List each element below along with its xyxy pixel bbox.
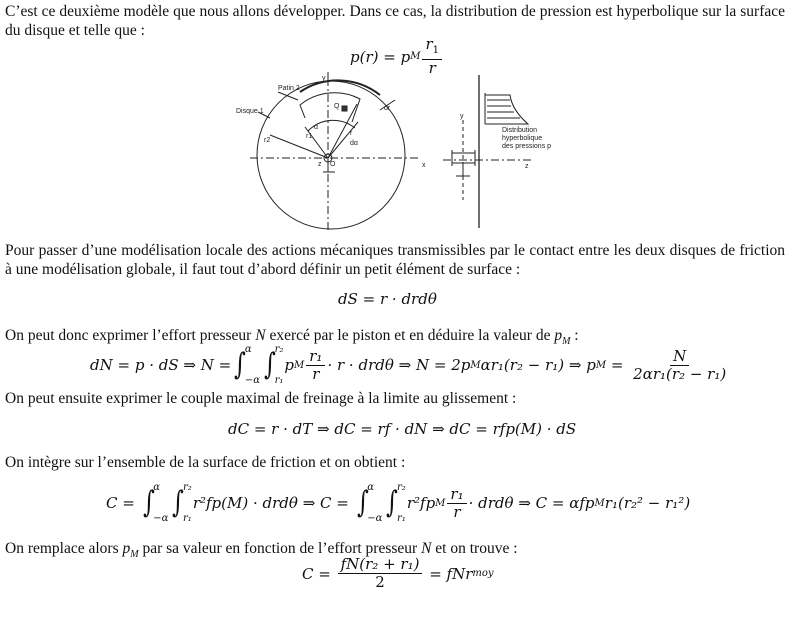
eq-limit: α	[367, 482, 375, 493]
eq-limit: −α	[244, 375, 260, 386]
eq-limit: r₁	[397, 513, 406, 524]
eq-limit: −α	[367, 513, 383, 524]
eq-limit: r₁	[183, 513, 192, 524]
eq-limit: r₂	[274, 344, 284, 355]
label-dalpha: dα	[350, 140, 358, 147]
text: M	[130, 549, 139, 561]
eq-sub: M	[470, 359, 481, 371]
paragraph-modelisation: Pour passer d’une modélisation locale des actions mécaniques transmissibles par le contact entre les deux disques de friction à une modélisation globale, il faut tout d’abord définir un petit élément de surface :	[5, 242, 785, 278]
eq-text: C =	[302, 564, 336, 583]
eq-limit: r₂	[183, 482, 192, 493]
eq-text: · drdθ ⇒ C = αfp	[468, 494, 595, 512]
eq-text: r	[312, 364, 320, 383]
integral: ∫ r₂ r₁	[386, 482, 406, 524]
eq-text: p(r) = p	[350, 47, 411, 66]
label-dist1: Distribution	[502, 127, 538, 134]
text: par sa valeur en fonction de l’effort presseur	[138, 540, 422, 557]
equation-dn	[90, 344, 731, 386]
eq-text: r₁	[447, 486, 466, 504]
label-patin: Patin 2	[278, 85, 300, 92]
text: On remplace alors	[5, 540, 123, 557]
equation-final	[302, 556, 494, 591]
integral: ∫ α −α	[234, 344, 260, 386]
eq-text: r²fp(M) · drdθ ⇒ C =	[192, 494, 354, 512]
eq-text: r	[453, 502, 461, 521]
integral: ∫ α −α	[356, 482, 383, 524]
eq-text: fN(r₂ + r₁)	[338, 556, 423, 574]
text: M	[562, 336, 571, 348]
eq-sub: M	[435, 497, 446, 509]
paragraph-intro: C’est ce deuxième modèle que nous allons développer. Dans ce cas, la distribution de pression est hyperbolique sur la surface du disque et telle que :	[5, 3, 785, 39]
eq-sub: M	[410, 51, 421, 62]
label-alpha: α	[314, 124, 319, 131]
eq-text: 2αr₁(r₂ − r₁)	[633, 364, 727, 383]
eq-text: 2	[375, 573, 385, 591]
eq-sub: M	[595, 359, 607, 371]
eq-sub: 1	[432, 45, 439, 56]
text: N	[421, 540, 432, 557]
text: :	[570, 327, 579, 344]
eq-text: C =	[106, 494, 140, 512]
label-r2: r2	[264, 137, 271, 144]
integral: ∫ r₂ r₁	[263, 344, 284, 386]
label-r: r	[350, 130, 353, 137]
label-y-right: y	[460, 113, 464, 120]
label-r1: r1	[306, 133, 313, 140]
eq-limit: −α	[153, 513, 169, 524]
eq-sub: M	[294, 359, 305, 371]
label-z: z	[318, 161, 322, 168]
eq-limit: r₁	[274, 375, 284, 386]
equation-c	[106, 482, 690, 524]
eq-sub: M	[594, 497, 605, 509]
label-o: O	[330, 161, 336, 168]
eq-text: dN = p · dS ⇒ N =	[90, 356, 232, 374]
text-line-couple: On peut ensuite exprimer le couple maximal de freinage à la limite au glissement :	[5, 390, 517, 407]
fraction	[447, 486, 466, 521]
eq-text: r	[425, 35, 433, 53]
text: On peut donc exprimer l’effort presseur	[5, 327, 256, 344]
eq-sub: moy	[472, 568, 494, 579]
eq-limit: α	[244, 344, 252, 355]
label-z-right: z	[525, 163, 529, 170]
eq-text: r	[428, 59, 436, 77]
label-disque: Disque 1	[236, 108, 264, 115]
label-dist2: hyperbolique	[502, 135, 543, 142]
text: N	[255, 327, 266, 344]
integral: ∫ r₂ r₁	[172, 482, 192, 524]
eq-limit: r₂	[397, 482, 406, 493]
eq-text: αr₁(r₂ − r₁) ⇒ p	[480, 356, 596, 374]
eq-limit: α	[153, 482, 160, 493]
label-dist3: des pressions p	[502, 143, 552, 150]
fraction	[630, 348, 729, 383]
text: p	[122, 540, 131, 557]
eq-text: · r · drdθ ⇒ N = 2p	[327, 356, 471, 374]
eq-text: p	[284, 356, 295, 374]
eq-text: N	[670, 348, 689, 366]
label-q: Q	[334, 103, 340, 110]
eq-text: r²fp	[406, 494, 436, 512]
text: exercé par le piston et en déduire la valeur de	[265, 327, 555, 344]
text-line-integre: On intègre sur l’ensemble de la surface de friction et on obtient :	[5, 454, 406, 471]
text: et on trouve :	[431, 540, 518, 557]
fraction	[306, 348, 325, 383]
label-x: x	[422, 162, 426, 169]
equation-dc: dC = r · dT ⇒ dC = rf · dN ⇒ dC = rfp(M) · dS	[228, 420, 577, 438]
eq-text: =	[606, 356, 629, 374]
text: p	[554, 327, 563, 344]
integral: ∫ α −α	[142, 482, 169, 524]
equation-ds: dS = r · drdθ	[338, 290, 437, 308]
label-dr: dr	[384, 105, 391, 112]
eq-text: r₁(r₂² − r₁²)	[604, 494, 691, 512]
fraction	[338, 556, 423, 591]
label-y: y	[322, 75, 326, 82]
eq-text: r₁	[306, 348, 325, 366]
eq-text: = fNr	[424, 564, 473, 583]
